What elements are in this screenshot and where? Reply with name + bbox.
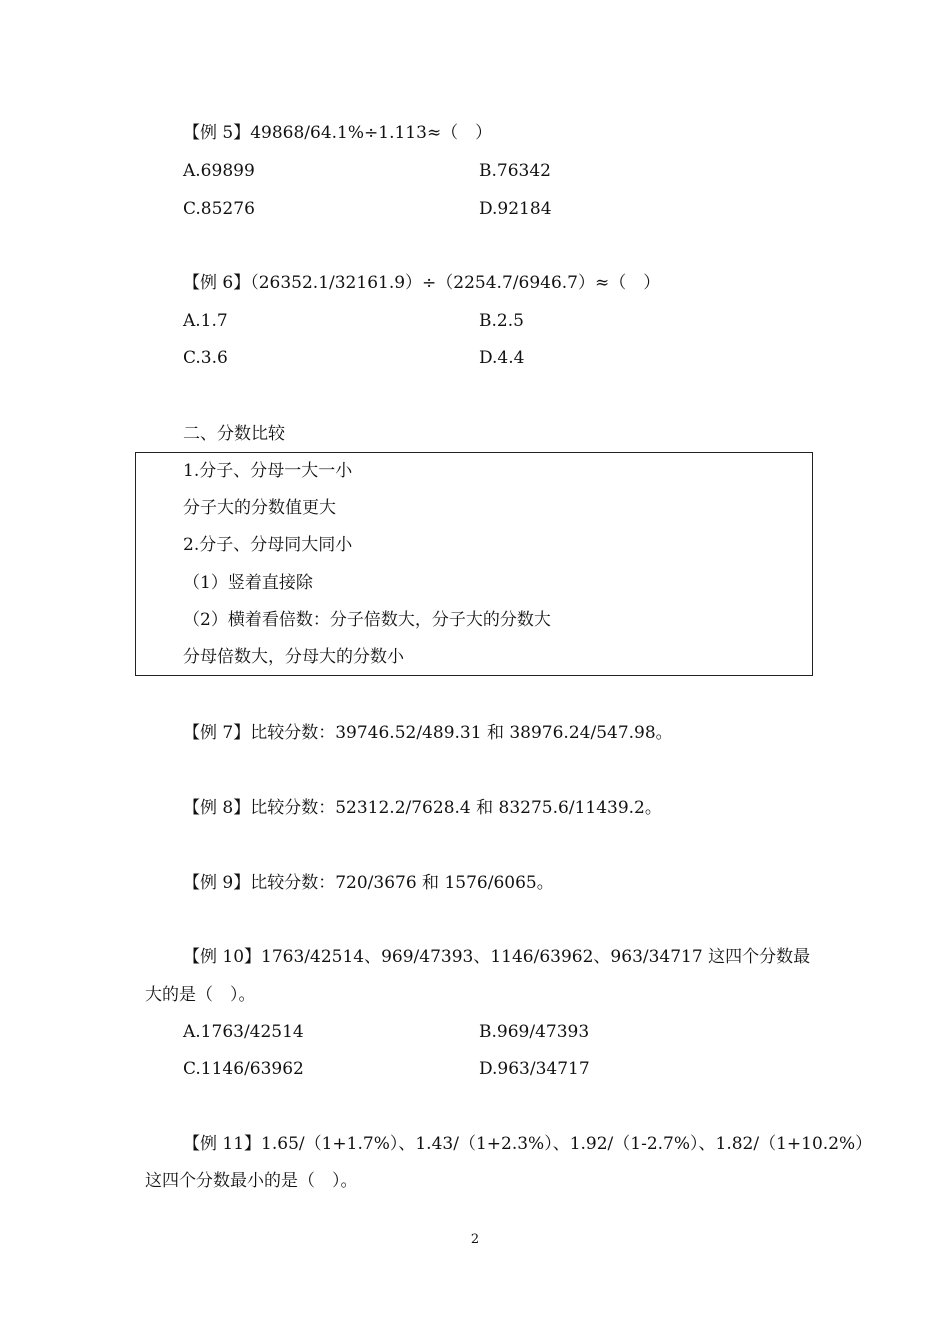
section-heading: 二、分数比较 bbox=[183, 424, 285, 444]
page-number: 2 bbox=[470, 1232, 480, 1247]
example-5-option-b: B.76342 bbox=[479, 161, 551, 181]
example-9-question: 【例 9】比较分数：720/3676 和 1576/6065。 bbox=[183, 873, 554, 893]
example-8-question: 【例 8】比较分数：52312.2/7628.4 和 83275.6/11439.2。 bbox=[183, 798, 662, 818]
example-5-option-d: D.92184 bbox=[479, 199, 552, 219]
example-11-question-line-2: 这四个分数最小的是（ ）。 bbox=[145, 1171, 358, 1191]
example-5-question: 【例 5】49868/64.1%÷1.113≈（ ） bbox=[183, 123, 493, 143]
example-5-option-c: C.85276 bbox=[183, 199, 255, 219]
summary-line-6: 分母倍数大，分母大的分数小 bbox=[183, 647, 404, 667]
example-6-option-d: D.4.4 bbox=[479, 348, 525, 368]
example-10-option-c: C.1146/63962 bbox=[183, 1059, 304, 1079]
example-10-question-line-1: 【例 10】1763/42514、969/47393、1146/63962、963/34717 这四个分数最 bbox=[183, 947, 811, 967]
example-10-option-a: A.1763/42514 bbox=[183, 1022, 304, 1042]
example-6-option-b: B.2.5 bbox=[479, 311, 524, 331]
example-6-option-c: C.3.6 bbox=[183, 348, 228, 368]
example-5-option-a: A.69899 bbox=[183, 161, 255, 181]
example-10-question-line-2: 大的是（ ）。 bbox=[145, 985, 256, 1005]
example-7-question: 【例 7】比较分数：39746.52/489.31 和 38976.24/547.98。 bbox=[183, 723, 673, 743]
summary-line-3: 2.分子、分母同大同小 bbox=[183, 535, 353, 555]
example-10-option-b: B.969/47393 bbox=[479, 1022, 590, 1042]
summary-line-5: （2）横着看倍数：分子倍数大，分子大的分数大 bbox=[183, 610, 551, 630]
summary-line-1: 1.分子、分母一大一小 bbox=[183, 461, 353, 481]
example-11-question-line-1: 【例 11】1.65/（1+1.7%）、1.43/（1+2.3%）、1.92/（1-2.7%）、1.82/（1+10.2%） bbox=[183, 1134, 873, 1154]
example-10-option-d: D.963/34717 bbox=[479, 1059, 590, 1079]
summary-line-2: 分子大的分数值更大 bbox=[183, 498, 336, 518]
summary-box bbox=[135, 452, 813, 676]
summary-line-4: （1）竖着直接除 bbox=[183, 573, 313, 593]
example-6-question: 【例 6】（26352.1/32161.9）÷（2254.7/6946.7）≈（ ） bbox=[183, 273, 661, 293]
example-6-option-a: A.1.7 bbox=[183, 311, 228, 331]
